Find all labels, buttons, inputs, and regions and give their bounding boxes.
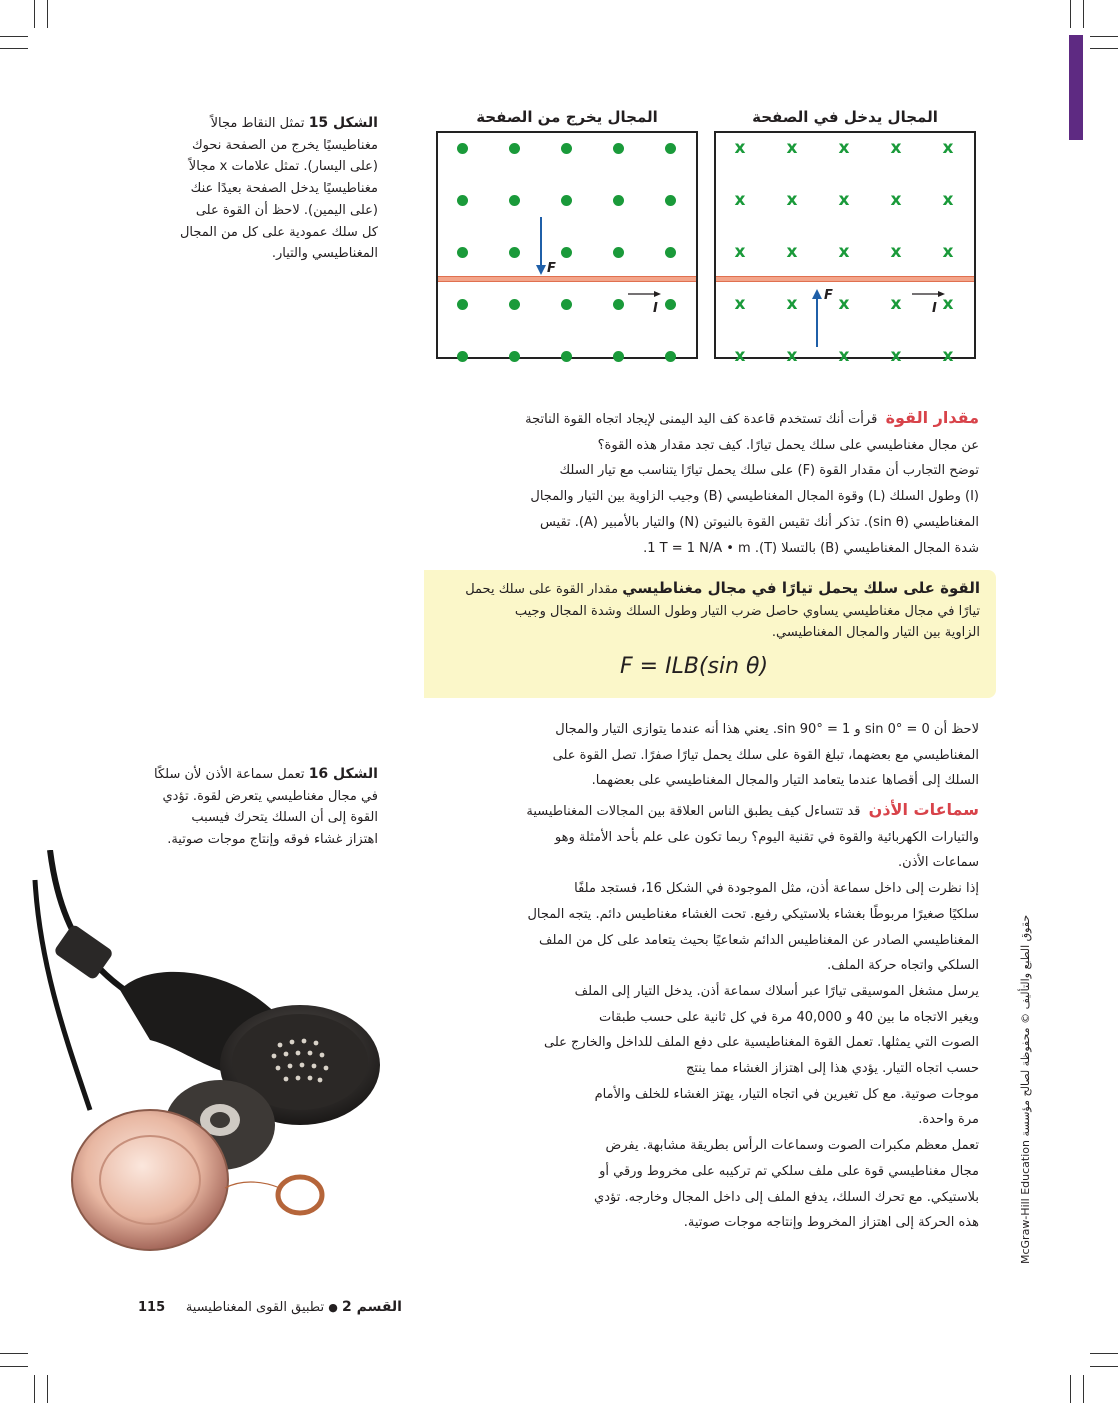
crop-mark [1070, 0, 1071, 28]
page-footer [138, 1299, 402, 1315]
field-in-x: x [890, 190, 902, 210]
caption-line: مغناطيسيًا يخرج من الصفحة نحوك [191, 137, 378, 153]
field-in-x: x [786, 346, 798, 366]
crop-mark [1070, 1375, 1071, 1403]
infobox-title: القوة على سلك يحمل تيارًا في مجال مغناطيسي [622, 579, 980, 597]
field-in-x: x [890, 242, 902, 262]
field-out-dot [509, 299, 520, 310]
field-in-x: x [786, 242, 798, 262]
field-in-x: x [786, 190, 798, 210]
field-in-panel [714, 131, 976, 366]
body-line: لاحظ أن sin 0° = 0 و sin 90° = 1. يعني هذا أنه عندما يتوازى التيار والمجال [555, 722, 979, 737]
field-in-x: x [942, 138, 954, 158]
crop-mark [1090, 48, 1118, 49]
current-label: I [932, 301, 937, 316]
force-label: F [824, 288, 833, 303]
crop-mark [34, 0, 35, 28]
crop-mark [0, 1353, 28, 1354]
panel-in-title: المجال يدخل في الصفحة [752, 108, 938, 126]
footer-section-label: القسم 2 [341, 1299, 402, 1315]
field-in-x: x [838, 190, 850, 210]
field-in-x: x [734, 294, 746, 314]
infobox-line: مقدار القوة على سلك يحمل [465, 582, 619, 597]
field-out-dot [561, 195, 572, 206]
force-arrow-down [534, 217, 548, 277]
field-out-dot [561, 143, 572, 154]
field-in-x: x [942, 294, 954, 314]
field-in-x: x [734, 346, 746, 366]
earbud-photo [30, 850, 430, 1270]
field-in-x: x [734, 138, 746, 158]
force-formula: F = ILB(sin θ) [620, 654, 769, 679]
crop-mark [0, 48, 28, 49]
body-line: والتيارات الكهربائية والقوة في تقنية اليوم؟ ربما تكون على علم بأحد الأمثلة وهو [554, 829, 979, 845]
crop-mark [47, 1375, 48, 1403]
caption-line: كل سلك عمودية على كل من المجال [179, 224, 378, 240]
field-in-x: x [890, 346, 902, 366]
section-tab [1069, 35, 1083, 140]
caption-line: اهتزاز غشاء فوقه وإنتاج موجات صوتية. [167, 832, 378, 848]
bullet-icon: ● [328, 1301, 338, 1314]
field-out-dot [613, 299, 624, 310]
field-out-dot [613, 143, 624, 154]
field-out-dot [457, 195, 468, 206]
field-in-x: x [942, 190, 954, 210]
body-line: موجات صوتية. مع كل تغيرين في اتجاه التيار، يهتز الغشاء للخلف والأمام [594, 1086, 979, 1102]
body-line: تعمل معظم مكبرات الصوت وسماعات الرأس بطريقة مشابهة. يفرض [605, 1138, 979, 1154]
earbuds-heading: سماعات الأذن [868, 800, 979, 819]
body-line: عن مجال مغناطيسي على سلك يحمل تيارًا. كيف تجد مقدار هذه القوة؟ [597, 437, 979, 453]
body-line: إذا نظرت إلى داخل سماعة أذن، مثل الموجودة في الشكل 16، فستجد ملفًا [574, 881, 979, 897]
current-label: I [653, 301, 658, 316]
body-line: يرسل مشغل الموسيقى تيارًا عبر أسلاك سماعة أذن. يدخل التيار إلى الملف [574, 983, 979, 999]
caption-line: تمثل النقاط مجالاً [210, 116, 305, 131]
sin-paragraph [424, 717, 979, 794]
field-in-x: x [838, 138, 850, 158]
figure16-caption [120, 764, 378, 851]
field-in-x: x [838, 294, 850, 314]
body-line: قد تتساءل كيف يطبق الناس العلاقة بين المجالات المغناطيسية [526, 804, 861, 819]
body-line: هذه الحركة إلى اهتزاز المخروط وإنتاجه موجات صوتية. [683, 1215, 979, 1231]
force-heading: مقدار القوة [885, 408, 979, 427]
current-wire [438, 276, 696, 282]
body-line: السلكي واتجاه حركة الملف. [827, 958, 979, 974]
field-out-dot [561, 247, 572, 258]
current-wire [716, 276, 974, 282]
field-out-dot [561, 351, 572, 362]
field-out-panel [436, 131, 698, 359]
crop-mark [0, 1366, 28, 1367]
caption-line: القوة إلى أن السلك يتحرك فيسبب [191, 810, 378, 826]
body-line: سماعات الأذن. [898, 855, 979, 871]
figure15-label: الشكل 15 [308, 115, 378, 131]
field-out-dot [561, 299, 572, 310]
field-in-x: x [942, 242, 954, 262]
field-out-dot [509, 143, 520, 154]
crop-mark [1090, 36, 1118, 37]
body-line: مرة واحدة. [918, 1112, 979, 1128]
crop-mark [1083, 1375, 1084, 1403]
field-out-dot [665, 351, 676, 362]
body-line: المغناطيسي (sin θ). تذكر أنك تقيس القوة بالنيوتن (N) والتيار بالأمبير (A). تقيس [539, 514, 979, 530]
field-out-dot [613, 351, 624, 362]
body-line: المغناطيسي الصادر عن المغناطيس الدائم شعاعيًا بحيث يتعامد على كل من الملف [539, 932, 979, 948]
force-label: F [547, 261, 556, 276]
force-equation-box [424, 570, 996, 698]
current-arrow [628, 289, 662, 299]
figure15-caption [120, 113, 378, 265]
field-out-dot [665, 299, 676, 310]
body-line: (I) وطول السلك (L) وقوة المجال المغناطيسي (B) وجيب الزاوية بين التيار والمجال [530, 489, 979, 505]
body-line: السلك إلى أقصاها عندما يتعامد التيار والمجال المغناطيسي على بعضهما. [591, 773, 979, 789]
page-number: 115 [138, 1300, 166, 1315]
infobox-line: تيارًا في مجال مغناطيسي يساوي حاصل ضرب التيار وطول السلك وشدة المجال وجيب [514, 603, 980, 619]
field-out-dot [665, 247, 676, 258]
caption-line: (على اليمين). لاحظ أن القوة على [195, 202, 378, 218]
crop-mark [47, 0, 48, 28]
body-line: المغناطيسي مع بعضهما، تبلغ القوة على سلك يحمل تيارًا صفرًا. تصل القوة على [552, 747, 979, 763]
body-line: شدة المجال المغناطيسي (B) بالتسلا (T). 1 T = 1 N/A • m. [643, 540, 979, 556]
field-out-dot [509, 351, 520, 362]
figure16-label: الشكل 16 [308, 766, 378, 782]
field-out-dot [457, 351, 468, 362]
field-in-x: x [734, 190, 746, 210]
caption-line: (على اليسار). تمثل علامات x مجالاً [188, 159, 378, 175]
field-out-dot [509, 247, 520, 258]
force-arrow-up [810, 287, 824, 349]
field-out-dot [457, 247, 468, 258]
force-section [424, 405, 979, 561]
field-in-x: x [786, 138, 798, 158]
field-out-dot [613, 247, 624, 258]
body-line: توضح التجارب أن مقدار القوة (F) على سلك يحمل تيارًا يتناسب مع تيار السلك [559, 463, 979, 479]
field-in-x: x [838, 242, 850, 262]
body-line: بلاستيكي. مع تحرك السلك، يدفع الملف إلى داخل المجال وخارجه. تؤدي [594, 1189, 979, 1205]
field-out-dot [613, 195, 624, 206]
caption-line: المغناطيسي والتيار. [271, 246, 378, 262]
body-line: قرأت أنك تستخدم قاعدة كف اليد اليمنى لإيجاد اتجاه القوة الناتجة [525, 412, 878, 427]
body-line: حسب اتجاه التيار. يؤدي هذا إلى اهتزاز الغشاء مما ينتج [685, 1061, 979, 1077]
crop-mark [34, 1375, 35, 1403]
side-copyright: حقوق الطبع والتأليف © محفوظة لصالح مؤسسة McGraw-Hill Education [1019, 914, 1032, 1264]
body-line: مجال مغناطيسي قوة على ملف سلكي تم تركيبه على مخروط ورقي أو [599, 1163, 979, 1179]
crop-mark [0, 36, 28, 37]
field-out-dot [665, 195, 676, 206]
panel-out-title: المجال يخرج من الصفحة [476, 108, 658, 126]
footer-section-title: تطبيق القوى المغناطيسية [185, 1300, 325, 1315]
field-in-x: x [838, 346, 850, 366]
crop-mark [1090, 1366, 1118, 1367]
crop-mark [1090, 1353, 1118, 1354]
caption-line: في مجال مغناطيسي يتعرض لقوة. تؤدي [162, 788, 378, 804]
caption-line: تعمل سماعة الأذن لأن سلكًا [154, 767, 305, 782]
field-out-dot [457, 299, 468, 310]
body-line: ويغير الاتجاه ما بين 40 و 40,000 مرة في كل ثانية على حسب طبقات [599, 1009, 979, 1025]
body-line: الصوت التي يمثلها. تعمل القوة المغناطيسية على دفع الملف للداخل والخارج على [544, 1035, 979, 1051]
field-in-x: x [786, 294, 798, 314]
field-in-x: x [890, 294, 902, 314]
caption-line: مغناطيسيًا يدخل الصفحة بعيدًا عنك [190, 181, 378, 197]
field-in-x: x [942, 346, 954, 366]
field-in-x: x [734, 242, 746, 262]
infobox-line: الزاوية بين التيار والمجال المغناطيسي. [771, 625, 980, 640]
infobox-text [438, 578, 980, 644]
field-out-dot [665, 143, 676, 154]
body-line: سلكيًا صغيرًا مربوطًا بغشاء بلاستيكي رفيع. تحت الغشاء مغناطيس دائم. يتجه المجال [527, 906, 979, 922]
field-out-dot [509, 195, 520, 206]
field-in-x: x [890, 138, 902, 158]
earbuds-section [424, 797, 979, 1236]
field-out-dot [457, 143, 468, 154]
crop-mark [1083, 0, 1084, 28]
